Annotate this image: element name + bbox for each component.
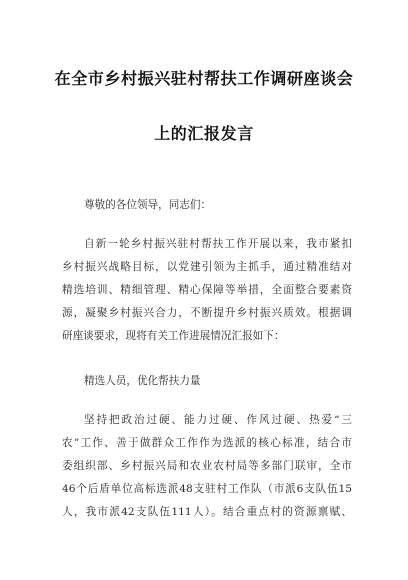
section-1-line: 农”工作、善于做群众工作作为选派的核心标准，结合市 — [62, 437, 352, 449]
document-title-line-1: 在全市乡村振兴驻村帮扶工作调研座谈会 — [54, 69, 354, 88]
intro-line: 研座谈要求，现将有关工作进展情况汇报如下： — [62, 330, 285, 342]
salutation-text: 尊敬的各位领导，同志们： — [84, 199, 212, 211]
section-1-heading: 精选人员，优化帮扶力量 — [84, 375, 201, 387]
section-1-heading-paragraph — [62, 370, 352, 393]
salutation-paragraph — [62, 194, 352, 217]
intro-line: 乡村振兴战略目标，以党建引领为主抓手，通过精准结对 — [62, 261, 352, 273]
section-1-line: 人，我市派42支队伍111人）。结合重点村的资源禀赋、 — [62, 506, 352, 518]
intro-line: 自新一轮乡村振兴驻村帮扶工作开展以来，我市紧扣 — [84, 238, 352, 250]
section-1-line: 委组织部、乡村振兴局和农业农村局等多部门联审，全市 — [62, 460, 352, 472]
section-1-body-paragraph — [62, 409, 352, 524]
intro-paragraph — [62, 233, 352, 348]
section-1-line: 46个后盾单位高标选派48支驻村工作队（市派6支队伍15 — [62, 483, 352, 495]
document-title-line-2: 上的汇报发言 — [154, 124, 254, 143]
intro-line: 精选培训、精细管理、精心保障等举措，全面整合要素资 — [62, 284, 352, 296]
intro-line: 源，凝聚乡村振兴合力，不断提升乡村振兴质效。根据调 — [62, 307, 352, 319]
section-1-line: 坚持把政治过硬、能力过硬、作风过硬、热爱“三 — [84, 414, 352, 426]
